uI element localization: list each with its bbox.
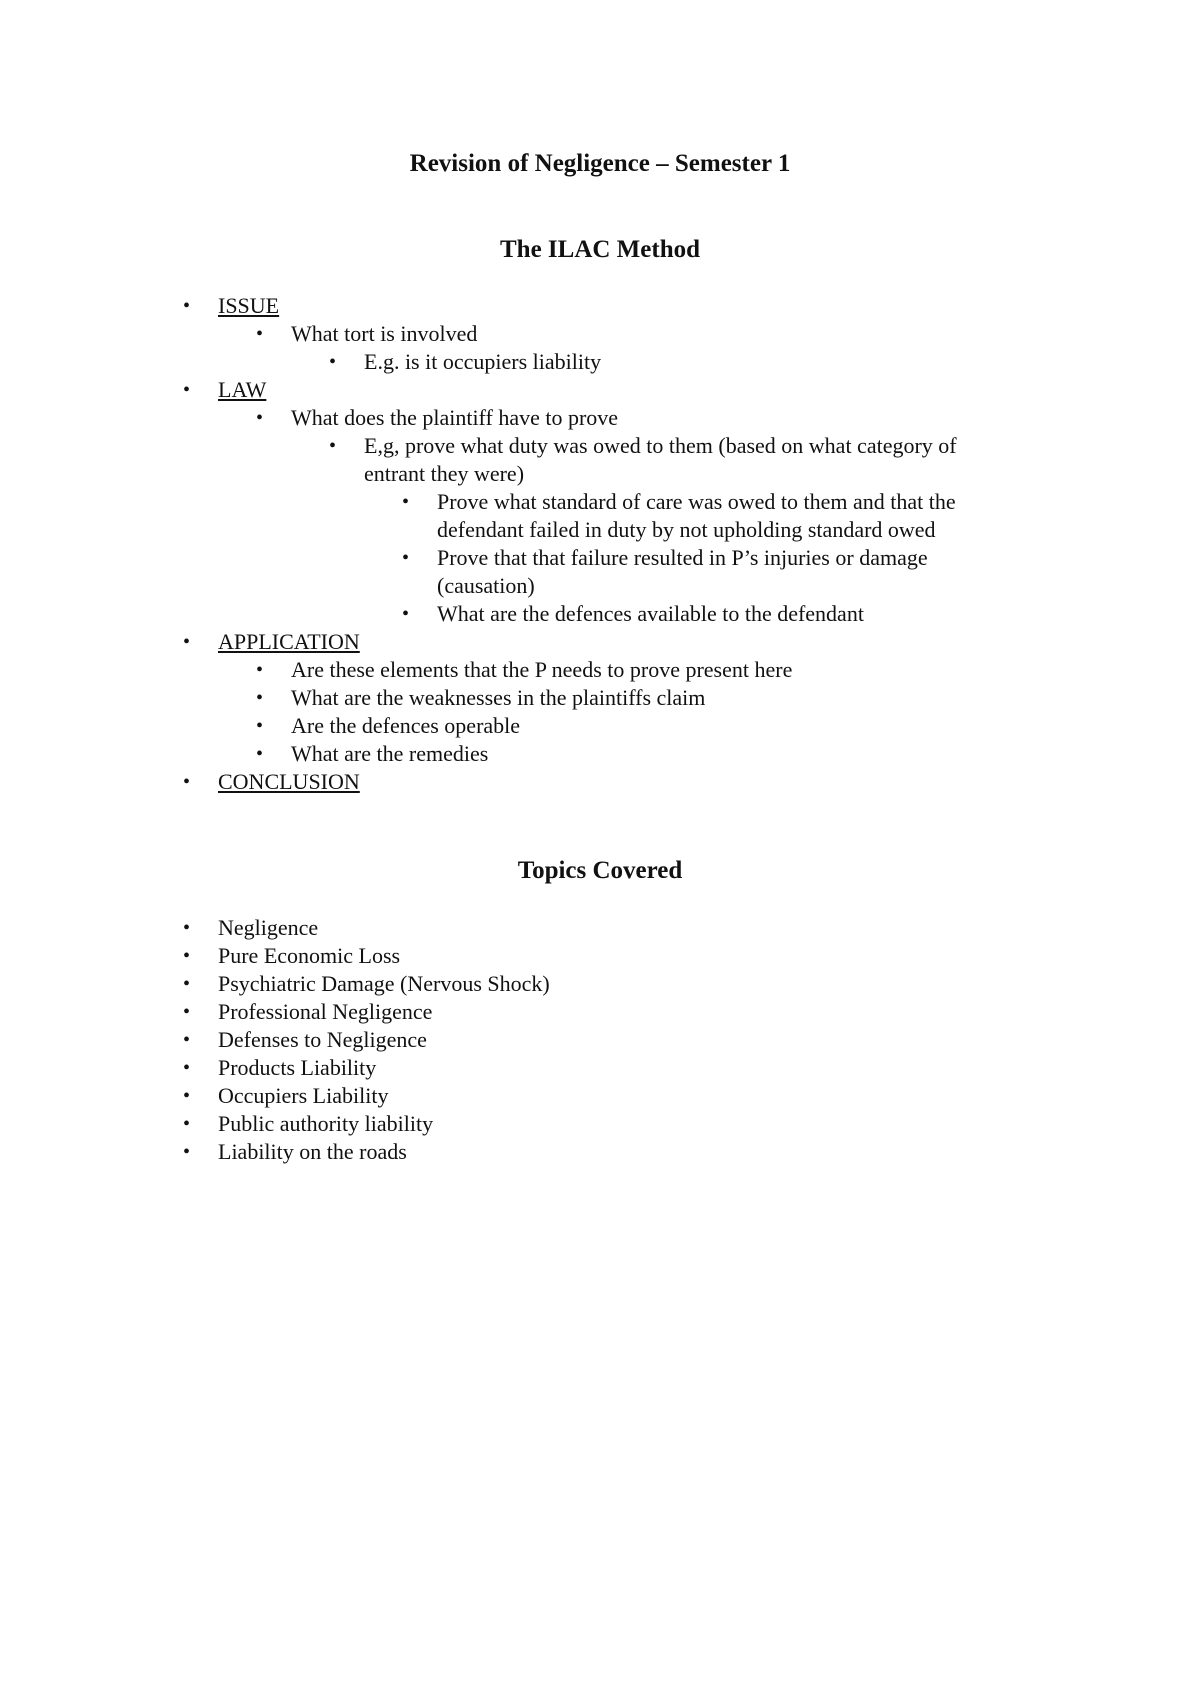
ilac-law-example-line1: E,g, prove what duty was owed to them (based on what category of	[364, 433, 957, 458]
topic-item: Negligence	[218, 915, 319, 940]
ilac-law-sub1-line2: defendant failed in duty by not upholding standard owed	[437, 517, 936, 542]
bullet-icon: •	[256, 323, 264, 345]
ilac-application-item: Are these elements that the P needs to prove present here	[291, 657, 793, 682]
ilac-issue-label: ISSUE	[218, 293, 280, 318]
bullet-icon: •	[256, 687, 264, 709]
ilac-law-sub1-line1: Prove what standard of care was owed to them and that the	[437, 489, 956, 514]
bullet-icon: •	[256, 743, 264, 765]
bullet-icon: •	[183, 1029, 191, 1051]
topic-item: Professional Negligence	[218, 999, 433, 1024]
ilac-law-label: LAW	[218, 377, 267, 402]
bullet-icon: •	[183, 379, 191, 401]
bullet-icon: •	[329, 351, 337, 373]
bullet-icon: •	[183, 1001, 191, 1023]
ilac-issue-example: E.g. is it occupiers liability	[364, 349, 602, 374]
ilac-application-item: What are the remedies	[291, 741, 489, 766]
bullet-icon: •	[183, 945, 191, 967]
document-title: Revision of Negligence – Semester 1	[409, 150, 791, 177]
bullet-icon: •	[256, 715, 264, 737]
ilac-application-item: What are the weaknesses in the plaintiffs claim	[291, 685, 706, 710]
bullet-icon: •	[402, 603, 410, 625]
bullet-icon: •	[183, 973, 191, 995]
bullet-icon: •	[183, 295, 191, 317]
bullet-icon: •	[183, 1113, 191, 1135]
bullet-icon: •	[183, 1057, 191, 1079]
ilac-heading: The ILAC Method	[499, 236, 700, 263]
bullet-icon: •	[256, 659, 264, 681]
topics-heading: Topics Covered	[517, 857, 683, 884]
bullet-icon: •	[183, 771, 191, 793]
ilac-application-item: Are the defences operable	[291, 713, 521, 738]
ilac-issue-point: What tort is involved	[291, 321, 478, 346]
bullet-icon: •	[256, 407, 264, 429]
topic-item: Occupiers Liability	[218, 1083, 389, 1108]
bullet-icon: •	[402, 547, 410, 569]
bullet-icon: •	[183, 631, 191, 653]
bullet-icon: •	[183, 1085, 191, 1107]
ilac-law-point: What does the plaintiff have to prove	[291, 405, 619, 430]
ilac-conclusion-label: CONCLUSION	[218, 769, 360, 794]
topic-item: Pure Economic Loss	[218, 943, 401, 968]
ilac-law-sub2-line2: (causation)	[437, 573, 535, 598]
bullet-icon: •	[329, 435, 337, 457]
topic-item: Defenses to Negligence	[218, 1027, 427, 1052]
bullet-icon: •	[183, 917, 191, 939]
topic-item: Public authority liability	[218, 1111, 434, 1136]
ilac-law-sub2-line1: Prove that that failure resulted in P’s injuries or damage	[437, 545, 928, 570]
ilac-law-example-line2: entrant they were)	[364, 461, 525, 486]
topic-item: Liability on the roads	[218, 1139, 407, 1164]
bullet-icon: •	[402, 491, 410, 513]
bullet-icon: •	[183, 1141, 191, 1163]
ilac-application-label: APPLICATION	[218, 629, 360, 654]
ilac-law-sub3: What are the defences available to the defendant	[437, 601, 864, 626]
topic-item: Psychiatric Damage (Nervous Shock)	[218, 971, 550, 996]
topic-item: Products Liability	[218, 1055, 377, 1080]
